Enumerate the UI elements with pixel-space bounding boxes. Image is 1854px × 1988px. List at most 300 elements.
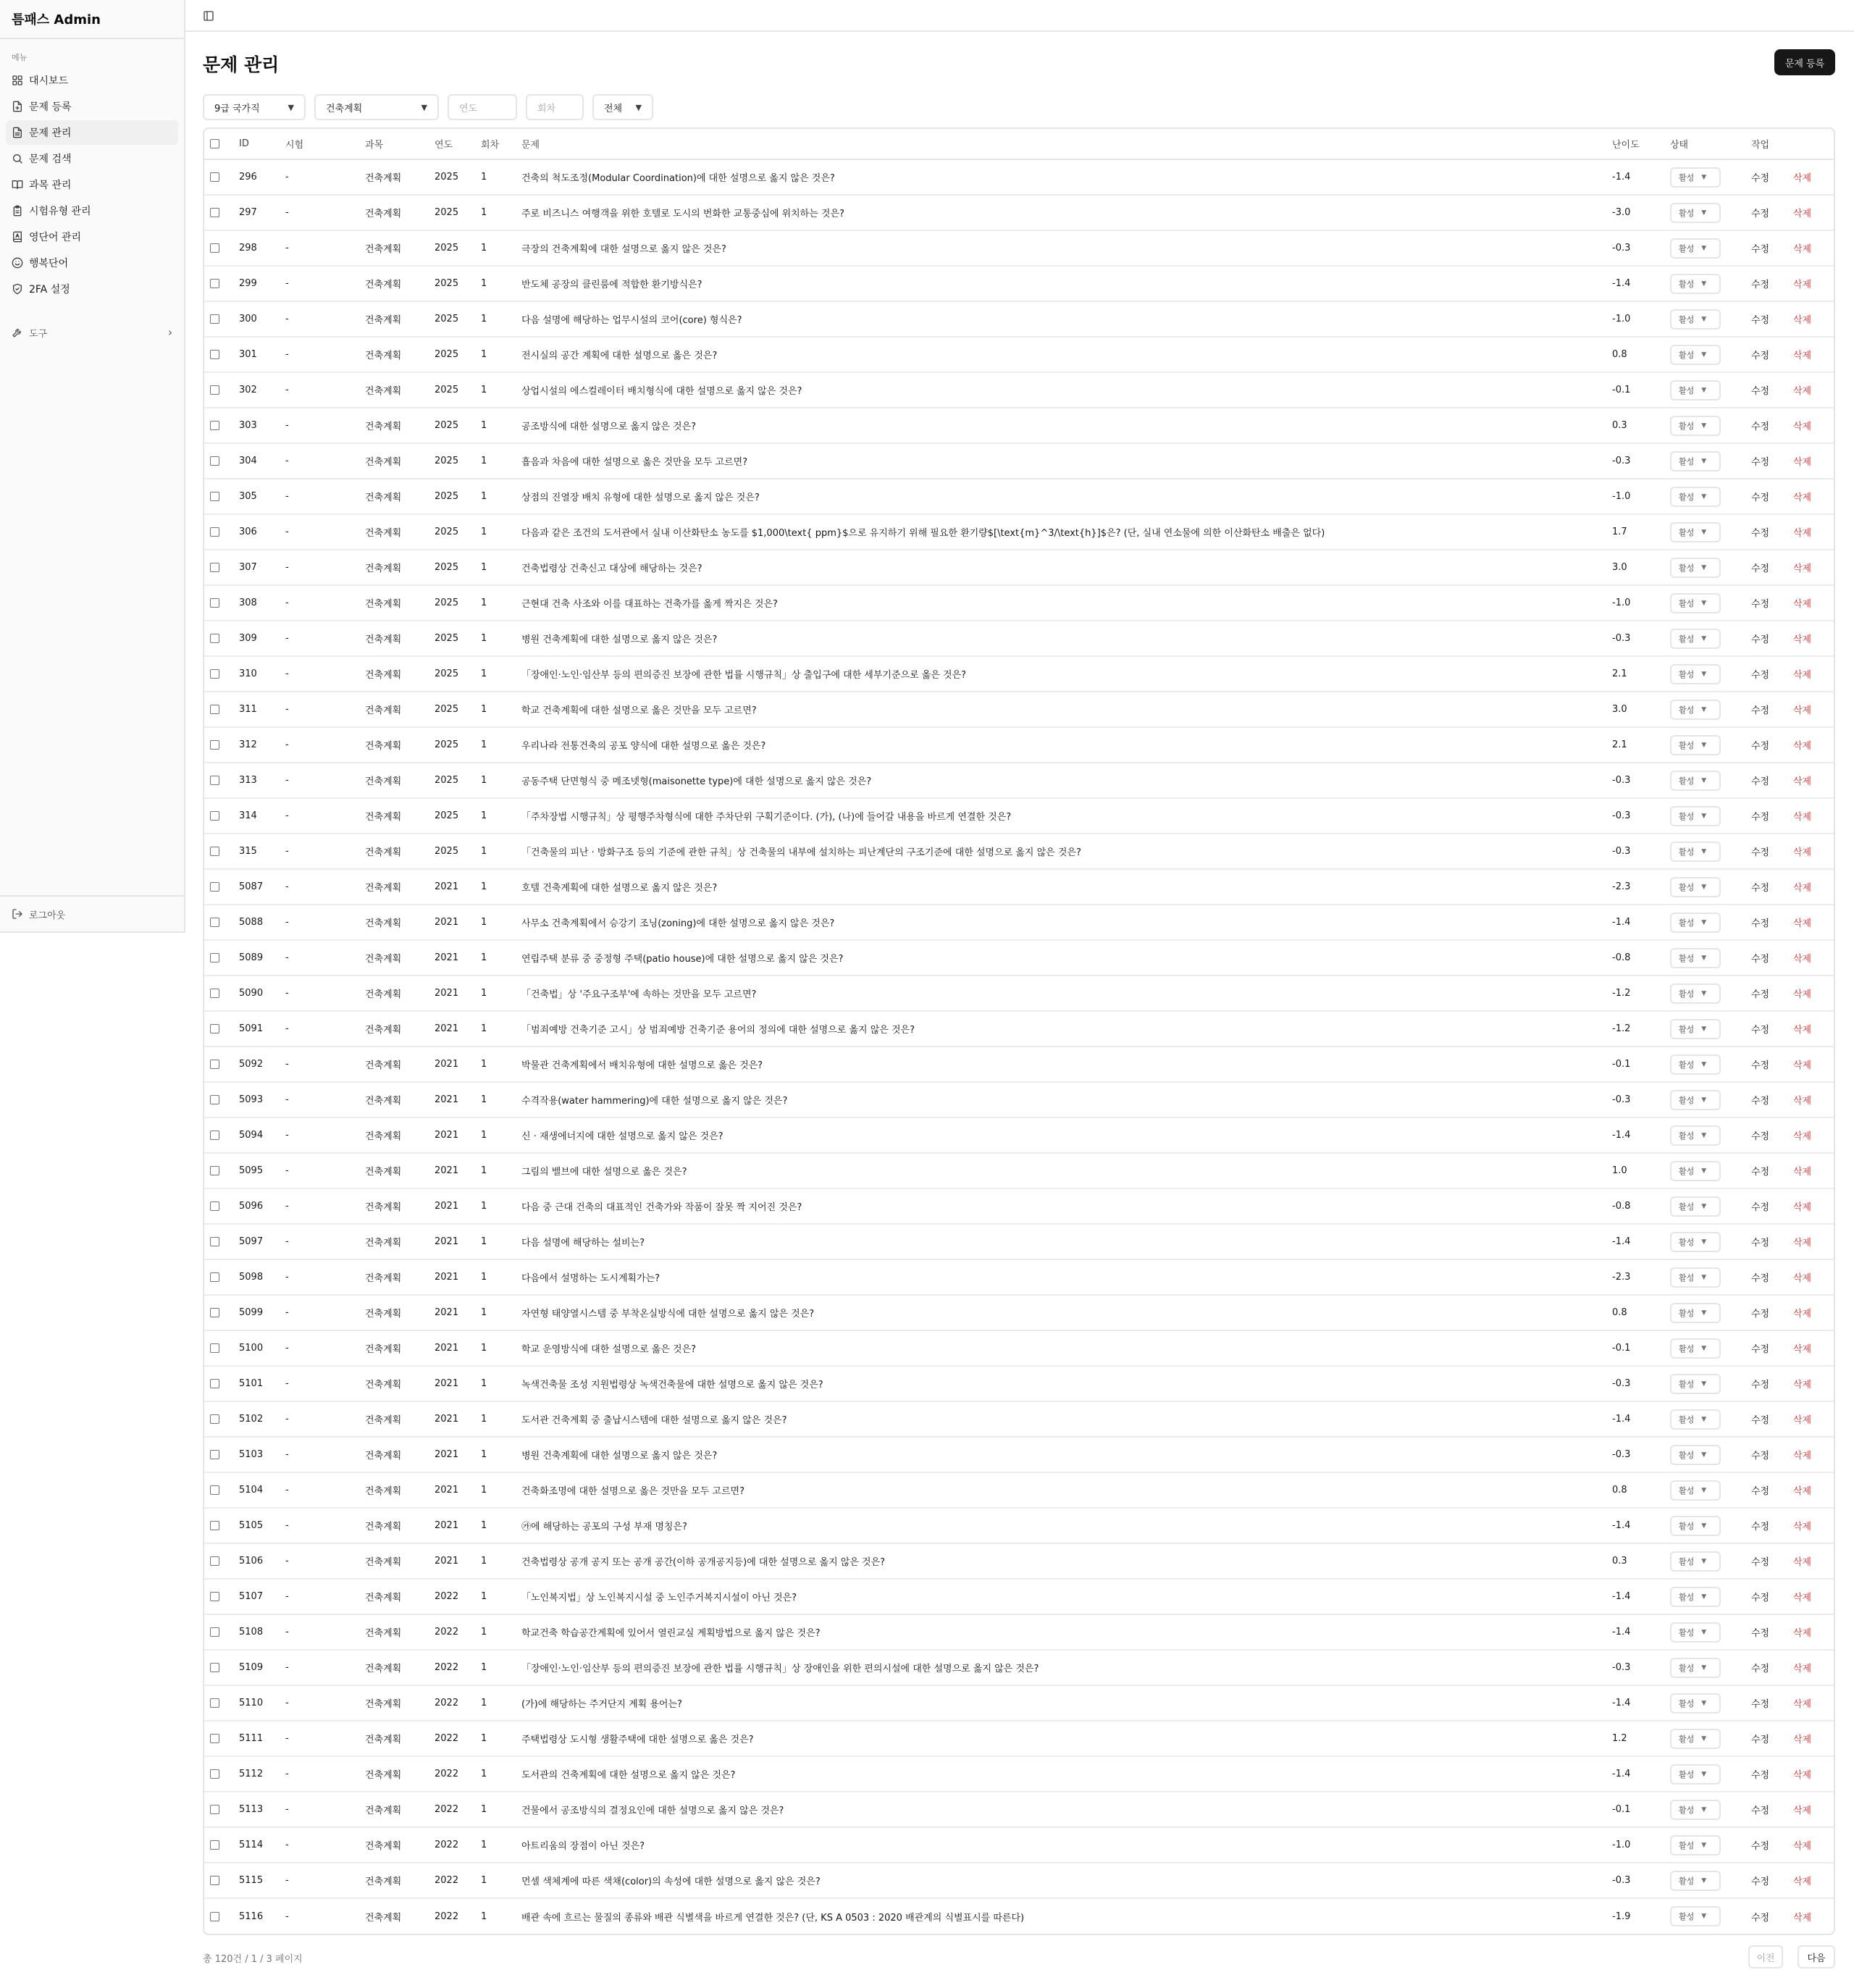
row-checkbox[interactable]: [210, 1131, 219, 1140]
row-checkbox[interactable]: [210, 1272, 219, 1282]
row-checkbox[interactable]: [210, 1379, 219, 1388]
delete-button[interactable]: 삭제: [1793, 599, 1812, 610]
edit-button[interactable]: 수정: [1751, 528, 1770, 539]
cell-question[interactable]: 도서관의 건축계획에 대한 설명으로 옳지 않은 것은?: [521, 1770, 736, 1781]
status-select[interactable]: [1670, 1374, 1721, 1394]
status-select[interactable]: [1670, 1658, 1721, 1678]
delete-button[interactable]: 삭제: [1793, 457, 1812, 468]
table-row[interactable]: [204, 372, 1834, 408]
edit-button[interactable]: 수정: [1751, 1380, 1770, 1391]
delete-button[interactable]: 삭제: [1793, 1202, 1812, 1213]
table-row[interactable]: [204, 550, 1834, 585]
row-checkbox[interactable]: [210, 669, 219, 679]
row-checkbox[interactable]: [210, 989, 219, 998]
status-select[interactable]: [1670, 1622, 1721, 1643]
exam-select[interactable]: [203, 94, 306, 120]
delete-button[interactable]: 삭제: [1793, 528, 1812, 539]
edit-button[interactable]: 수정: [1751, 1131, 1770, 1142]
cell-question[interactable]: 먼셀 색체계에 따른 색채(color)의 속성에 대한 설명으로 옳지 않은 것은?: [521, 1876, 821, 1887]
row-checkbox[interactable]: [210, 1627, 219, 1637]
delete-button[interactable]: 삭제: [1793, 1344, 1812, 1355]
delete-button[interactable]: 삭제: [1793, 351, 1812, 361]
status-select[interactable]: [1670, 1551, 1721, 1572]
table-row[interactable]: [204, 443, 1834, 479]
logout-button[interactable]: [0, 895, 184, 931]
row-checkbox[interactable]: [210, 456, 219, 466]
status-select[interactable]: [1670, 1587, 1721, 1607]
status-select[interactable]: [1670, 1054, 1721, 1075]
row-checkbox[interactable]: [210, 634, 219, 643]
delete-button[interactable]: 삭제: [1793, 741, 1812, 752]
delete-button[interactable]: 삭제: [1793, 1841, 1812, 1852]
table-row[interactable]: [204, 301, 1834, 337]
table-row[interactable]: [204, 1047, 1834, 1082]
status-select[interactable]: [1670, 203, 1721, 223]
status-select[interactable]: [1670, 700, 1721, 720]
status-select[interactable]: [1670, 983, 1721, 1004]
table-row[interactable]: [204, 1863, 1834, 1898]
row-checkbox[interactable]: [210, 1521, 219, 1530]
status-select[interactable]: [1670, 522, 1721, 542]
delete-button[interactable]: 삭제: [1793, 173, 1812, 184]
status-select[interactable]: [1670, 345, 1721, 365]
status-select[interactable]: [1670, 558, 1721, 578]
edit-button[interactable]: 수정: [1751, 1628, 1770, 1639]
row-checkbox[interactable]: [210, 847, 219, 856]
delete-button[interactable]: 삭제: [1793, 1876, 1812, 1887]
row-checkbox[interactable]: [210, 208, 219, 217]
delete-button[interactable]: 삭제: [1793, 634, 1812, 645]
edit-button[interactable]: 수정: [1751, 776, 1770, 787]
status-select[interactable]: [1670, 1338, 1721, 1359]
cell-question[interactable]: 다음에서 설명하는 도시계획가는?: [521, 1273, 660, 1284]
row-checkbox[interactable]: [210, 1698, 219, 1708]
cell-question[interactable]: 병원 건축계획에 대한 설명으로 옳지 않은 것은?: [521, 1451, 718, 1461]
cell-question[interactable]: 자연형 태양열시스템 중 부착온실방식에 대한 설명으로 옳지 않은 것은?: [521, 1309, 815, 1320]
table-row[interactable]: [204, 1898, 1834, 1934]
cell-question[interactable]: 극장의 건축계획에 대한 설명으로 옳지 않은 것은?: [521, 244, 726, 255]
cell-question[interactable]: 흡음과 차음에 대한 설명으로 옳은 것만을 모두 고르면?: [521, 457, 748, 468]
row-checkbox[interactable]: [210, 598, 219, 608]
table-row[interactable]: [204, 1153, 1834, 1188]
cell-question[interactable]: 병원 건축계획에 대한 설명으로 옳지 않은 것은?: [521, 634, 718, 645]
edit-button[interactable]: 수정: [1751, 1841, 1770, 1852]
edit-button[interactable]: 수정: [1751, 1912, 1770, 1924]
row-checkbox[interactable]: [210, 1308, 219, 1317]
status-filter-select[interactable]: [592, 94, 653, 120]
delete-button[interactable]: 삭제: [1793, 1238, 1812, 1249]
status-select[interactable]: [1670, 1161, 1721, 1181]
status-select[interactable]: [1670, 1871, 1721, 1891]
row-checkbox[interactable]: [210, 314, 219, 324]
edit-button[interactable]: 수정: [1751, 634, 1770, 645]
table-row[interactable]: [204, 514, 1834, 550]
edit-button[interactable]: 수정: [1751, 1096, 1770, 1107]
table-row[interactable]: [204, 230, 1834, 266]
table-row[interactable]: [204, 1330, 1834, 1366]
row-checkbox[interactable]: [210, 1876, 219, 1885]
delete-button[interactable]: 삭제: [1793, 1096, 1812, 1107]
edit-button[interactable]: 수정: [1751, 989, 1770, 1000]
delete-button[interactable]: 삭제: [1793, 1593, 1812, 1603]
table-row[interactable]: [204, 1756, 1834, 1792]
table-row[interactable]: [204, 1508, 1834, 1543]
delete-button[interactable]: 삭제: [1793, 1060, 1812, 1071]
delete-button[interactable]: 삭제: [1793, 705, 1812, 716]
delete-button[interactable]: 삭제: [1793, 1309, 1812, 1320]
status-select[interactable]: [1670, 309, 1721, 330]
cell-question[interactable]: 신 · 재생에너지에 대한 설명으로 옳지 않은 것은?: [521, 1131, 723, 1142]
row-checkbox[interactable]: [210, 492, 219, 501]
edit-button[interactable]: 수정: [1751, 1202, 1770, 1213]
edit-button[interactable]: 수정: [1751, 954, 1770, 965]
edit-button[interactable]: 수정: [1751, 315, 1770, 326]
delete-button[interactable]: 삭제: [1793, 492, 1812, 503]
edit-button[interactable]: 수정: [1751, 1238, 1770, 1249]
delete-button[interactable]: 삭제: [1793, 1805, 1812, 1816]
table-row[interactable]: [204, 1188, 1834, 1224]
edit-button[interactable]: 수정: [1751, 599, 1770, 610]
row-checkbox[interactable]: [210, 953, 219, 962]
row-checkbox[interactable]: [210, 350, 219, 359]
row-checkbox[interactable]: [210, 705, 219, 714]
sidebar-item-4[interactable]: [6, 172, 178, 197]
row-checkbox[interactable]: [210, 1734, 219, 1743]
status-select[interactable]: [1670, 487, 1721, 507]
edit-button[interactable]: 수정: [1751, 1664, 1770, 1674]
edit-button[interactable]: 수정: [1751, 741, 1770, 752]
cell-question[interactable]: 전시실의 공간 계획에 대한 설명으로 옳은 것은?: [521, 351, 718, 361]
row-checkbox[interactable]: [210, 527, 219, 537]
edit-button[interactable]: 수정: [1751, 386, 1770, 397]
status-select[interactable]: [1670, 948, 1721, 968]
table-row[interactable]: [204, 1224, 1834, 1259]
edit-button[interactable]: 수정: [1751, 1522, 1770, 1532]
status-select[interactable]: [1670, 416, 1721, 436]
delete-button[interactable]: 삭제: [1793, 954, 1812, 965]
delete-button[interactable]: 삭제: [1793, 883, 1812, 894]
status-select[interactable]: [1670, 593, 1721, 613]
status-select[interactable]: [1670, 629, 1721, 649]
cell-question[interactable]: 연립주택 분류 중 중정형 주택(patio house)에 대한 설명으로 옳지 않은 것은?: [521, 954, 844, 965]
cell-question[interactable]: 수격작용(water hammering)에 대한 설명으로 옳지 않은 것은?: [521, 1096, 788, 1107]
table-row[interactable]: [204, 479, 1834, 514]
delete-button[interactable]: 삭제: [1793, 1628, 1812, 1639]
delete-button[interactable]: 삭제: [1793, 1025, 1812, 1036]
cell-question[interactable]: 「장애인·노인·임산부 등의 편의증진 보장에 관한 법률 시행규칙」상 장애인을 위한 편의시설에 대한 설명으로 옳지 않은 것은?: [521, 1664, 1039, 1674]
table-row[interactable]: [204, 1401, 1834, 1437]
delete-button[interactable]: 삭제: [1793, 847, 1812, 858]
table-row[interactable]: [204, 585, 1834, 621]
status-select[interactable]: [1670, 1480, 1721, 1501]
sidebar-item-3[interactable]: [6, 146, 178, 171]
row-checkbox[interactable]: [210, 1450, 219, 1459]
cell-question[interactable]: 「범죄예방 건축기준 고시」상 범죄예방 건축기준 용어의 정의에 대한 설명으로 옳지 않은 것은?: [521, 1025, 915, 1036]
delete-button[interactable]: 삭제: [1793, 244, 1812, 255]
table-row[interactable]: [204, 1117, 1834, 1153]
delete-button[interactable]: 삭제: [1793, 670, 1812, 681]
row-checkbox[interactable]: [210, 563, 219, 572]
table-row[interactable]: [204, 905, 1834, 940]
delete-button[interactable]: 삭제: [1793, 1557, 1812, 1568]
row-checkbox[interactable]: [210, 172, 219, 182]
sidebar-item-5[interactable]: [6, 198, 178, 223]
delete-button[interactable]: 삭제: [1793, 1770, 1812, 1781]
cell-question[interactable]: 박물관 건축계획에서 배치유형에 대한 설명으로 옳은 것은?: [521, 1060, 763, 1071]
cell-question[interactable]: 공조방식에 대한 설명으로 옳지 않은 것은?: [521, 421, 697, 432]
cell-question[interactable]: 상업시설의 에스컬레이터 배치형식에 대한 설명으로 옳지 않은 것은?: [521, 386, 802, 397]
sidebar-toggle-button[interactable]: [201, 9, 216, 23]
table-row[interactable]: [204, 337, 1834, 372]
row-checkbox[interactable]: [210, 918, 219, 927]
row-checkbox[interactable]: [210, 1840, 219, 1850]
edit-button[interactable]: 수정: [1751, 1593, 1770, 1603]
cell-question[interactable]: 건축의 척도조정(Modular Coordination)에 대한 설명으로 옳지 않은 것은?: [521, 173, 835, 184]
cell-question[interactable]: 반도체 공장의 클린룸에 적합한 환기방식은?: [521, 280, 702, 290]
row-checkbox[interactable]: [210, 811, 219, 821]
edit-button[interactable]: 수정: [1751, 209, 1770, 219]
delete-button[interactable]: 삭제: [1793, 315, 1812, 326]
edit-button[interactable]: 수정: [1751, 812, 1770, 823]
row-checkbox[interactable]: [210, 1343, 219, 1353]
cell-question[interactable]: 건축법령상 건축신고 대상에 해당하는 것은?: [521, 563, 702, 574]
delete-button[interactable]: 삭제: [1793, 280, 1812, 290]
table-row[interactable]: [204, 727, 1834, 763]
row-checkbox[interactable]: [210, 1414, 219, 1424]
row-checkbox[interactable]: [210, 1556, 219, 1566]
row-checkbox[interactable]: [210, 882, 219, 892]
delete-button[interactable]: 삭제: [1793, 918, 1812, 929]
edit-button[interactable]: 수정: [1751, 492, 1770, 503]
delete-button[interactable]: 삭제: [1793, 1699, 1812, 1710]
edit-button[interactable]: 수정: [1751, 1770, 1770, 1781]
cell-question[interactable]: 「장애인·노인·임산부 등의 편의증진 보장에 관한 법률 시행규칙」상 출입구에 대한 세부기준으로 옳은 것은?: [521, 670, 967, 681]
table-row[interactable]: [204, 869, 1834, 905]
cell-question[interactable]: ㉮에 해당하는 공포의 구성 부재 명칭은?: [521, 1522, 687, 1532]
delete-button[interactable]: 삭제: [1793, 209, 1812, 219]
edit-button[interactable]: 수정: [1751, 1060, 1770, 1071]
row-checkbox[interactable]: [210, 1805, 219, 1814]
delete-button[interactable]: 삭제: [1793, 386, 1812, 397]
cell-question[interactable]: 학교 건축계획에 대한 설명으로 옳은 것만을 모두 고르면?: [521, 705, 757, 716]
delete-button[interactable]: 삭제: [1793, 1380, 1812, 1391]
status-select[interactable]: [1670, 806, 1721, 826]
cell-question[interactable]: 주택법령상 도시형 생활주택에 대한 설명으로 옳은 것은?: [521, 1735, 754, 1745]
status-select[interactable]: [1670, 1516, 1721, 1536]
row-checkbox[interactable]: [210, 1201, 219, 1211]
status-select[interactable]: [1670, 664, 1721, 684]
edit-button[interactable]: 수정: [1751, 1025, 1770, 1036]
select-all-checkbox[interactable]: [210, 139, 219, 148]
cell-question[interactable]: 학교 운영방식에 대한 설명으로 옳은 것은?: [521, 1344, 697, 1355]
row-checkbox[interactable]: [210, 1912, 219, 1921]
prev-page-button[interactable]: 이전: [1748, 1945, 1783, 1968]
row-checkbox[interactable]: [210, 740, 219, 750]
delete-button[interactable]: 삭제: [1793, 1664, 1812, 1674]
status-select[interactable]: [1670, 1090, 1721, 1110]
table-row[interactable]: [204, 1259, 1834, 1295]
delete-button[interactable]: 삭제: [1793, 812, 1812, 823]
status-select[interactable]: [1670, 1303, 1721, 1323]
cell-question[interactable]: 배관 속에 흐르는 물질의 종류와 배관 식별색을 바르게 연결한 것은? (단, KS A 0503 : 2020 배관계의 식별표시를 따른다): [521, 1912, 1025, 1924]
edit-button[interactable]: 수정: [1751, 883, 1770, 894]
year-input[interactable]: 연도: [448, 94, 517, 120]
sidebar-tools-toggle[interactable]: [6, 320, 178, 345]
row-checkbox[interactable]: [210, 1663, 219, 1672]
table-row[interactable]: [204, 1011, 1834, 1047]
edit-button[interactable]: 수정: [1751, 705, 1770, 716]
edit-button[interactable]: 수정: [1751, 563, 1770, 574]
cell-question[interactable]: 건축화조명에 대한 설명으로 옳은 것만을 모두 고르면?: [521, 1486, 744, 1497]
status-select[interactable]: [1670, 1693, 1721, 1714]
status-select[interactable]: [1670, 1409, 1721, 1430]
status-select[interactable]: [1670, 1267, 1721, 1288]
table-row[interactable]: [204, 656, 1834, 692]
cell-question[interactable]: 근현대 건축 사조와 이를 대표하는 건축가를 옳게 짝지은 것은?: [521, 599, 778, 610]
delete-button[interactable]: 삭제: [1793, 563, 1812, 574]
status-select[interactable]: [1670, 771, 1721, 791]
edit-button[interactable]: 수정: [1751, 1273, 1770, 1284]
row-checkbox[interactable]: [210, 776, 219, 785]
delete-button[interactable]: 삭제: [1793, 1273, 1812, 1284]
cell-question[interactable]: 다음 설명에 해당하는 업무시설의 코어(core) 형식은?: [521, 315, 742, 326]
table-row[interactable]: [204, 1366, 1834, 1401]
status-select[interactable]: [1670, 1906, 1721, 1926]
delete-button[interactable]: 삭제: [1793, 1167, 1812, 1178]
table-row[interactable]: [204, 1827, 1834, 1863]
status-select[interactable]: [1670, 735, 1721, 755]
table-row[interactable]: [204, 692, 1834, 727]
cell-question[interactable]: 다음 설명에 해당하는 설비는?: [521, 1238, 645, 1249]
table-row[interactable]: [204, 1543, 1834, 1579]
status-select[interactable]: [1670, 167, 1721, 188]
table-row[interactable]: [204, 1614, 1834, 1650]
table-row[interactable]: [204, 763, 1834, 798]
table-row[interactable]: [204, 621, 1834, 656]
sidebar-item-8[interactable]: [6, 277, 178, 301]
delete-button[interactable]: 삭제: [1793, 1486, 1812, 1497]
edit-button[interactable]: 수정: [1751, 1344, 1770, 1355]
cell-question[interactable]: 학교건축 학습공간계획에 있어서 열린교실 계획방법으로 옳지 않은 것은?: [521, 1628, 821, 1639]
status-select[interactable]: [1670, 1125, 1721, 1146]
status-select[interactable]: [1670, 1764, 1721, 1784]
cell-question[interactable]: 상점의 진열장 배치 유형에 대한 설명으로 옳지 않은 것은?: [521, 492, 760, 503]
status-select[interactable]: [1670, 1835, 1721, 1855]
status-select[interactable]: [1670, 1800, 1721, 1820]
table-row[interactable]: [204, 1295, 1834, 1330]
create-question-button[interactable]: 문제 등록: [1774, 49, 1835, 75]
sidebar-item-1[interactable]: [6, 94, 178, 119]
edit-button[interactable]: 수정: [1751, 1451, 1770, 1461]
table-row[interactable]: [204, 1472, 1834, 1508]
cell-question[interactable]: 아트리움의 장점이 아닌 것은?: [521, 1841, 645, 1852]
status-select[interactable]: [1670, 842, 1721, 862]
cell-question[interactable]: 「주차장법 시행규칙」상 평행주차형식에 대한 주차단위 구획기준이다. (가), (나)에 들어갈 내용을 바르게 연결한 것은?: [521, 812, 1012, 823]
table-row[interactable]: [204, 798, 1834, 834]
row-checkbox[interactable]: [210, 1095, 219, 1104]
row-checkbox[interactable]: [210, 1024, 219, 1033]
status-select[interactable]: [1670, 1729, 1721, 1749]
cell-question[interactable]: 그림의 밸브에 대한 설명으로 옳은 것은?: [521, 1167, 687, 1178]
edit-button[interactable]: 수정: [1751, 1415, 1770, 1426]
status-select[interactable]: [1670, 1196, 1721, 1217]
edit-button[interactable]: 수정: [1751, 1167, 1770, 1178]
cell-question[interactable]: 「건축물의 피난 · 방화구조 등의 기준에 관한 규칙」상 건축물의 내부에 설치하는 피난계단의 구조기준에 대한 설명으로 옳지 않은 것은?: [521, 847, 1081, 858]
table-row[interactable]: [204, 940, 1834, 976]
table-row[interactable]: [204, 1721, 1834, 1756]
status-select[interactable]: [1670, 1445, 1721, 1465]
row-checkbox[interactable]: [210, 421, 219, 430]
edit-button[interactable]: 수정: [1751, 1699, 1770, 1710]
row-checkbox[interactable]: [210, 1166, 219, 1175]
edit-button[interactable]: 수정: [1751, 1309, 1770, 1320]
round-input[interactable]: 회차: [526, 94, 584, 120]
edit-button[interactable]: 수정: [1751, 1805, 1770, 1816]
status-select[interactable]: [1670, 1019, 1721, 1039]
status-select[interactable]: [1670, 380, 1721, 400]
cell-question[interactable]: 녹색건축물 조성 지원법령상 녹색건축물에 대한 설명으로 옳지 않은 것은?: [521, 1380, 823, 1391]
cell-question[interactable]: 건축법령상 공개 공지 또는 공개 공간(이하 공개공지등)에 대한 설명으로 옳지 않은 것은?: [521, 1557, 886, 1568]
edit-button[interactable]: 수정: [1751, 1557, 1770, 1568]
status-select[interactable]: [1670, 877, 1721, 897]
edit-button[interactable]: 수정: [1751, 1876, 1770, 1887]
cell-question[interactable]: (가)에 해당하는 주거단지 계획 용어는?: [521, 1699, 682, 1710]
status-select[interactable]: [1670, 913, 1721, 933]
delete-button[interactable]: 삭제: [1793, 989, 1812, 1000]
status-select[interactable]: [1670, 238, 1721, 259]
table-row[interactable]: [204, 159, 1834, 195]
delete-button[interactable]: 삭제: [1793, 1522, 1812, 1532]
row-checkbox[interactable]: [210, 385, 219, 395]
edit-button[interactable]: 수정: [1751, 1486, 1770, 1497]
edit-button[interactable]: 수정: [1751, 847, 1770, 858]
delete-button[interactable]: 삭제: [1793, 421, 1812, 432]
edit-button[interactable]: 수정: [1751, 244, 1770, 255]
edit-button[interactable]: 수정: [1751, 670, 1770, 681]
cell-question[interactable]: 다음과 같은 조건의 도서관에서 실내 이산화탄소 농도를 $1,000\text{ ppm}$으로 유지하기 위해 필요한 환기량$[\text{m}^3/\text{h}]$은? (단, 실내 연소물에 의한 이산화탄소 배출은 없다): [521, 528, 1325, 539]
cell-question[interactable]: 다음 중 근대 건축의 대표적인 건축가와 작품이 잘못 짝 지어진 것은?: [521, 1202, 802, 1213]
cell-question[interactable]: 호텔 건축계획에 대한 설명으로 옳지 않은 것은?: [521, 883, 718, 894]
cell-question[interactable]: 「노인복지법」상 노인복지시설 중 노인주거복지시설이 아닌 것은?: [521, 1593, 797, 1603]
table-row[interactable]: [204, 1082, 1834, 1117]
table-row[interactable]: [204, 408, 1834, 443]
cell-question[interactable]: 사무소 건축계획에서 승강기 조닝(zoning)에 대한 설명으로 옳지 않은 것은?: [521, 918, 835, 929]
status-select[interactable]: [1670, 1232, 1721, 1252]
edit-button[interactable]: 수정: [1751, 457, 1770, 468]
sidebar-item-6[interactable]: [6, 225, 178, 249]
delete-button[interactable]: 삭제: [1793, 1735, 1812, 1745]
edit-button[interactable]: 수정: [1751, 918, 1770, 929]
status-select[interactable]: [1670, 274, 1721, 294]
row-checkbox[interactable]: [210, 1485, 219, 1495]
delete-button[interactable]: 삭제: [1793, 776, 1812, 787]
row-checkbox[interactable]: [210, 1060, 219, 1069]
edit-button[interactable]: 수정: [1751, 421, 1770, 432]
sidebar-item-0[interactable]: [6, 68, 178, 93]
edit-button[interactable]: 수정: [1751, 351, 1770, 361]
edit-button[interactable]: 수정: [1751, 1735, 1770, 1745]
table-row[interactable]: [204, 834, 1834, 869]
table-row[interactable]: [204, 1792, 1834, 1827]
cell-question[interactable]: 도서관 건축계획 중 출납시스템에 대한 설명으로 옳지 않은 것은?: [521, 1415, 787, 1426]
delete-button[interactable]: 삭제: [1793, 1131, 1812, 1142]
row-checkbox[interactable]: [210, 1592, 219, 1601]
cell-question[interactable]: 건물에서 공조방식의 결정요인에 대한 설명으로 옳지 않은 것은?: [521, 1805, 784, 1816]
row-checkbox[interactable]: [210, 243, 219, 253]
table-row[interactable]: [204, 1437, 1834, 1472]
table-row[interactable]: [204, 195, 1834, 230]
delete-button[interactable]: 삭제: [1793, 1912, 1812, 1924]
